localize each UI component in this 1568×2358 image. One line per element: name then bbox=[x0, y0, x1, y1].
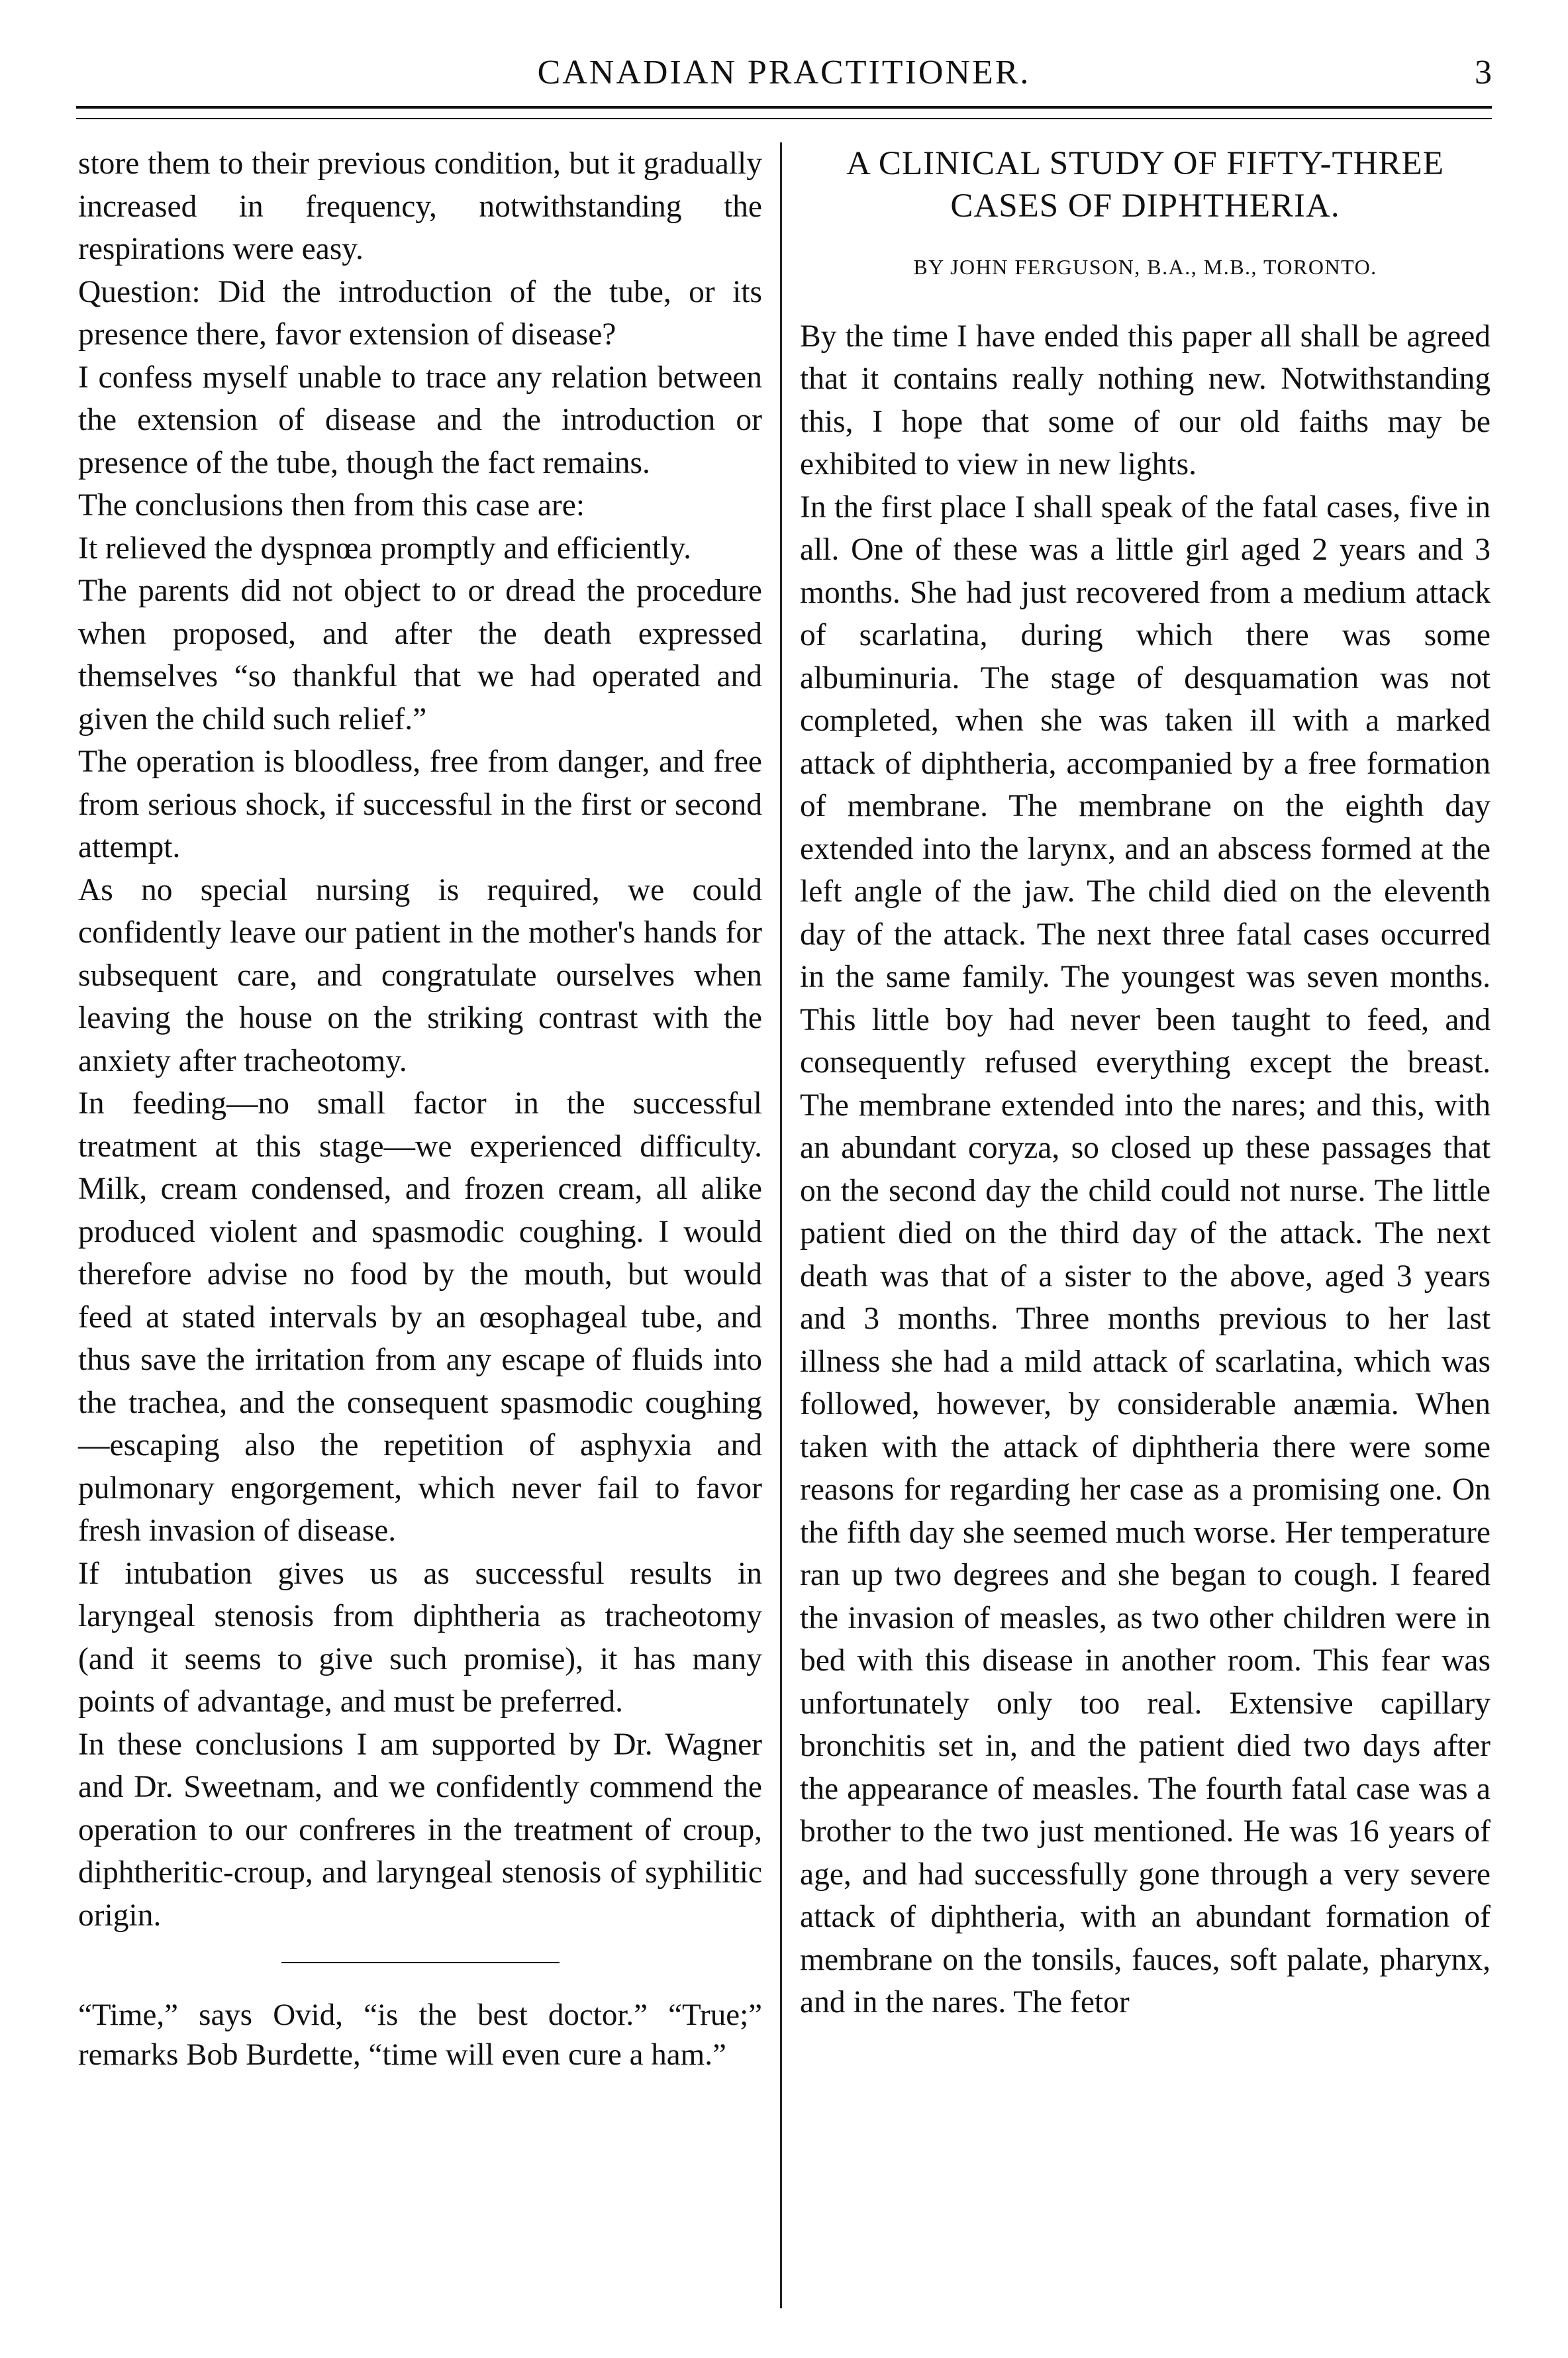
paragraph: In these conclusions I am supported by Dr. Wagner and Dr. Sweetnam, and we confidently commend the operation to our confreres in the treatment of croup, diphtheritic-croup, and laryngeal stenosis of syphilitic origin. bbox=[78, 1727, 762, 1933]
paragraph: By the time I have ended this paper all shall be agreed that it contains really nothing new. Notwithstanding this, I hope that some of our old faiths may be exhibited to view in new lights. bbox=[800, 319, 1491, 482]
paragraph: store them to their previous condition, but it gradually increased in frequency, notwithstanding the respirations were easy. bbox=[78, 146, 762, 266]
section-divider bbox=[281, 1962, 560, 1963]
paragraph: In feeding—no small factor in the successful treatment at this stage—we experienced difficulty. Milk, cream condensed, and frozen cream, all alike produced violent and spasmodic coughing. I would therefore advise no food by the mouth, but would feed at stated intervals by an œsophageal tube, and thus save the irritation from any escape of fluids into the trachea, and the consequent spasmodic coughing—escaping also the repetition of asphyxia and pulmonary engorgement, which never fail to favor fresh invasion of disease. bbox=[78, 1086, 762, 1548]
article-byline: BY JOHN FERGUSON, B.A., M.B., TORONTO. bbox=[913, 255, 1377, 279]
paragraph: The parents did not object to or dread the procedure when proposed, and after the death expressed themselves “so thankful that we had operated and given the child such relief.” bbox=[78, 574, 762, 737]
header-rule-thick bbox=[76, 106, 1492, 109]
article-title: A CLINICAL STUDY OF FIFTY-THREE CASES OF DIPHTHERIA. bbox=[846, 145, 1444, 225]
running-header bbox=[76, 46, 1492, 106]
paragraph: In the first place I shall speak of the fatal cases, five in all. One of these was a little girl aged 2 years and 3 months. She had just recovered from a medium attack of scarlatina, during which there was some albuminuria. The stage of desquamation was not completed, when she was taken ill with a marked attack of diphtheria, accompanied by a free formation of membrane. The membrane on the eighth day extended into the larynx, and an abscess formed at the left angle of the jaw. The child died on the eleventh day of the attack. The next three fatal cases occurred in the same family. The youngest was seven months. This little boy had never been taught to feed, and consequently refused everything except the breast. The membrane extended into the nares; and this, with an abundant coryza, so closed up these passages that on the second day the child could not nurse. The little patient died on the third day of the attack. The next death was that of a sister to the above, aged 3 years and 3 months. Three months previous to her last illness she had a mild attack of scarlatina, which was followed, however, by considerable anæmia. When taken with the attack of diphtheria there were some reasons for regarding her case as a promising one. On the fifth day she seemed much worse. Her temperature ran up two degrees and she began to cough. I feared the invasion of measles, as two other children were in bed with this disease in another room. This fear was unfortunately only too real. Extensive capillary bronchitis set in, and the patient died two days after the appearance of measles. The fourth fatal case was a brother to the two just mentioned. He was 16 years of age, and had successfully gone through a very severe attack of diphtheria, with an abundant formation of membrane on the tonsils, fauces, soft palate, pharynx, and in the nares. The fetor bbox=[800, 489, 1491, 2020]
paragraph: The conclusions then from this case are: bbox=[78, 488, 585, 523]
paragraph: As no special nursing is required, we could confidently leave our patient in the mother's hands for subsequent care, and congratulate ourselves when leaving the house on the striking contrast with the anxiety after tracheotomy. bbox=[78, 872, 762, 1078]
page-number: 3 bbox=[1475, 54, 1492, 91]
paragraph: The operation is bloodless, free from danger, and free from serious shock, if successful in the first or second attempt. bbox=[78, 744, 762, 864]
header-rule-thin bbox=[76, 118, 1492, 119]
running-title: CANADIAN PRACTITIONER. bbox=[537, 54, 1031, 91]
paragraph: It relieved the dyspnœa promptly and efficiently. bbox=[78, 531, 691, 566]
paragraph: I confess myself unable to trace any relation between the extension of disease and the introduction or presence of the tube, though the fact remains. bbox=[78, 360, 762, 480]
left-column bbox=[78, 142, 762, 2075]
paragraph: Question: Did the introduction of the tube, or its presence there, favor extension of disease? bbox=[78, 274, 762, 352]
paragraph: If intubation gives us as successful results in laryngeal stenosis from diphtheria as tracheotomy (and it seems to give such promise), it has many points of advantage, and must be preferred. bbox=[78, 1556, 762, 1719]
column-divider bbox=[780, 142, 782, 2308]
right-column bbox=[800, 142, 1491, 2024]
filler-quote: “Time,” says Ovid, “is the best doctor.” “True;” remarks Bob Burdette, “time will even cure a ham.” bbox=[78, 1998, 762, 2072]
